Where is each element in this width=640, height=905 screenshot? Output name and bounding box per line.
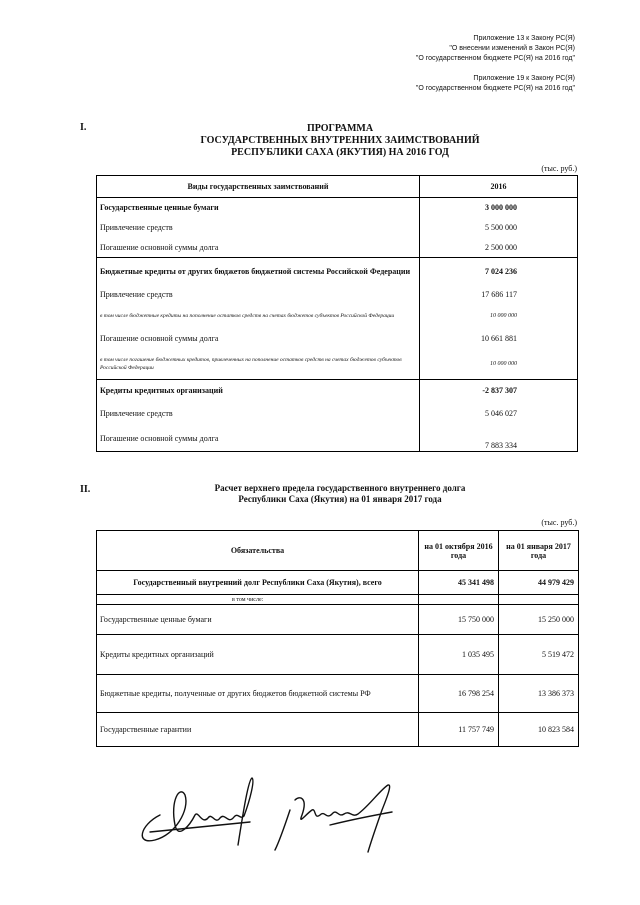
- row-value-jan: [499, 595, 579, 605]
- col-header-year: 2016: [420, 176, 578, 198]
- row-label: Погашение основной суммы долга: [97, 328, 420, 350]
- table-header-row: [97, 176, 578, 198]
- table-row: [97, 380, 578, 402]
- row-value: 10 000 000: [420, 350, 578, 380]
- header-line-4: Приложение 19 к Закону РС(Я): [473, 75, 575, 82]
- row-label: Бюджетные кредиты от других бюджетов бюджетной системы Российской Федерации: [97, 258, 420, 286]
- table-row: [97, 713, 579, 747]
- signature-1: [142, 778, 253, 845]
- section-1-title-line-3: РЕСПУБЛИКИ САХА (ЯКУТИЯ) НА 2016 ГОД: [231, 147, 449, 158]
- section-2-unit: (тыс. руб.): [541, 518, 577, 527]
- table-row: [97, 328, 578, 350]
- section-2-title-line-2: Республики Саха (Якутия) на 01 января 2017 года: [238, 494, 442, 504]
- table-row: [97, 286, 578, 304]
- table-row: [97, 605, 579, 635]
- row-value-oct: 15 750 000: [419, 605, 499, 635]
- row-value: 5 046 027: [420, 402, 578, 426]
- row-label: в том числе погашение бюджетных кредитов, привлеченных на пополнение остатков средств на счетах бюджетов субъектов Российской Федерации: [97, 350, 420, 380]
- section-2-number: II.: [80, 484, 91, 495]
- row-value-jan: 44 979 429: [499, 571, 579, 595]
- section-1-number: I.: [80, 122, 87, 133]
- row-label: Погашение основной суммы долга: [97, 426, 420, 452]
- table-row: [97, 595, 579, 605]
- row-label: Привлечение средств: [97, 286, 420, 304]
- header-block: [416, 34, 575, 94]
- row-value-oct: 11 757 749: [419, 713, 499, 747]
- row-label: Государственные ценные бумаги: [97, 198, 420, 218]
- col-header-oct: на 01 октября 2016 года: [419, 531, 499, 571]
- row-label: Государственные гарантии: [97, 713, 419, 747]
- row-value-oct: 16 798 254: [419, 675, 499, 713]
- row-label: Привлечение средств: [97, 218, 420, 238]
- row-value-jan: 15 250 000: [499, 605, 579, 635]
- section-2-title-line-1: Расчет верхнего предела государственного внутреннего долга: [214, 483, 466, 493]
- table-row: [97, 258, 578, 286]
- debt-limit-table: [96, 530, 579, 747]
- col-header-obligation: Обязательства: [97, 531, 419, 571]
- table-row: [97, 304, 578, 328]
- table-row: [97, 426, 578, 452]
- table-row: [97, 402, 578, 426]
- row-value: 17 686 117: [420, 286, 578, 304]
- borrowing-program-table: [96, 175, 578, 452]
- section-1-title-line-1: ПРОГРАММА: [306, 123, 374, 134]
- row-value: 2 500 000: [420, 238, 578, 258]
- row-value-oct: 1 035 495: [419, 635, 499, 675]
- row-value: 10 000 000: [420, 304, 578, 328]
- table-row: [97, 198, 578, 218]
- header-line-2: "О внесении изменений в Закон РС(Я): [449, 45, 575, 52]
- row-value: 5 500 000: [420, 218, 578, 238]
- header-line-1: Приложение 13 к Закону РС(Я): [473, 35, 575, 42]
- row-value-oct: 45 341 498: [419, 571, 499, 595]
- col-header-type: Виды государственных заимствований: [97, 176, 420, 198]
- col-header-jan: на 01 января 2017 года: [499, 531, 579, 571]
- signature-image: [130, 770, 430, 860]
- row-value: 3 000 000: [420, 198, 578, 218]
- row-value-jan: 5 519 472: [499, 635, 579, 675]
- row-label: в том числе бюджетные кредиты на пополнение остатков средств на счетах бюджетов субъектов Российской Федерации: [97, 304, 420, 328]
- row-label: Кредиты кредитных организаций: [97, 380, 420, 402]
- table-row: [97, 635, 579, 675]
- signature-2: [275, 785, 390, 852]
- section-1-title-line-2: ГОСУДАРСТВЕННЫХ ВНУТРЕННИХ ЗАИМСТВОВАНИЙ: [200, 135, 480, 146]
- table-header-row: [97, 531, 579, 571]
- row-label: Бюджетные кредиты, полученные от других бюджетов бюджетной системы РФ: [97, 675, 419, 713]
- row-value: 7 024 236: [420, 258, 578, 286]
- signature-1-underline: [150, 822, 250, 832]
- section-2-title: [140, 483, 540, 505]
- header-line-5: "О государственном бюджете РС(Я) на 2016 год": [415, 85, 575, 92]
- table-row: [97, 571, 579, 595]
- section-1-unit: (тыс. руб.): [541, 164, 577, 173]
- row-label: Погашение основной суммы долга: [97, 238, 420, 258]
- row-value: -2 837 307: [420, 380, 578, 402]
- row-value-jan: 13 386 373: [499, 675, 579, 713]
- row-label: Кредиты кредитных организаций: [97, 635, 419, 675]
- row-value-oct: [419, 595, 499, 605]
- row-label: в том числе:: [97, 595, 419, 605]
- row-label: Привлечение средств: [97, 402, 420, 426]
- table-row: [97, 238, 578, 258]
- row-label: Государственные ценные бумаги: [97, 605, 419, 635]
- row-label: Государственный внутренний долг Республики Саха (Якутия), всего: [97, 571, 419, 595]
- row-value: 10 661 881: [420, 328, 578, 350]
- table-row: [97, 350, 578, 380]
- section-1-title: [140, 123, 540, 159]
- row-value: 7 883 334: [420, 426, 578, 452]
- table-row: [97, 675, 579, 713]
- header-line-3: "О государственном бюджете РС(Я) на 2016 год": [415, 55, 575, 62]
- table-row: [97, 218, 578, 238]
- row-value-jan: 10 823 584: [499, 713, 579, 747]
